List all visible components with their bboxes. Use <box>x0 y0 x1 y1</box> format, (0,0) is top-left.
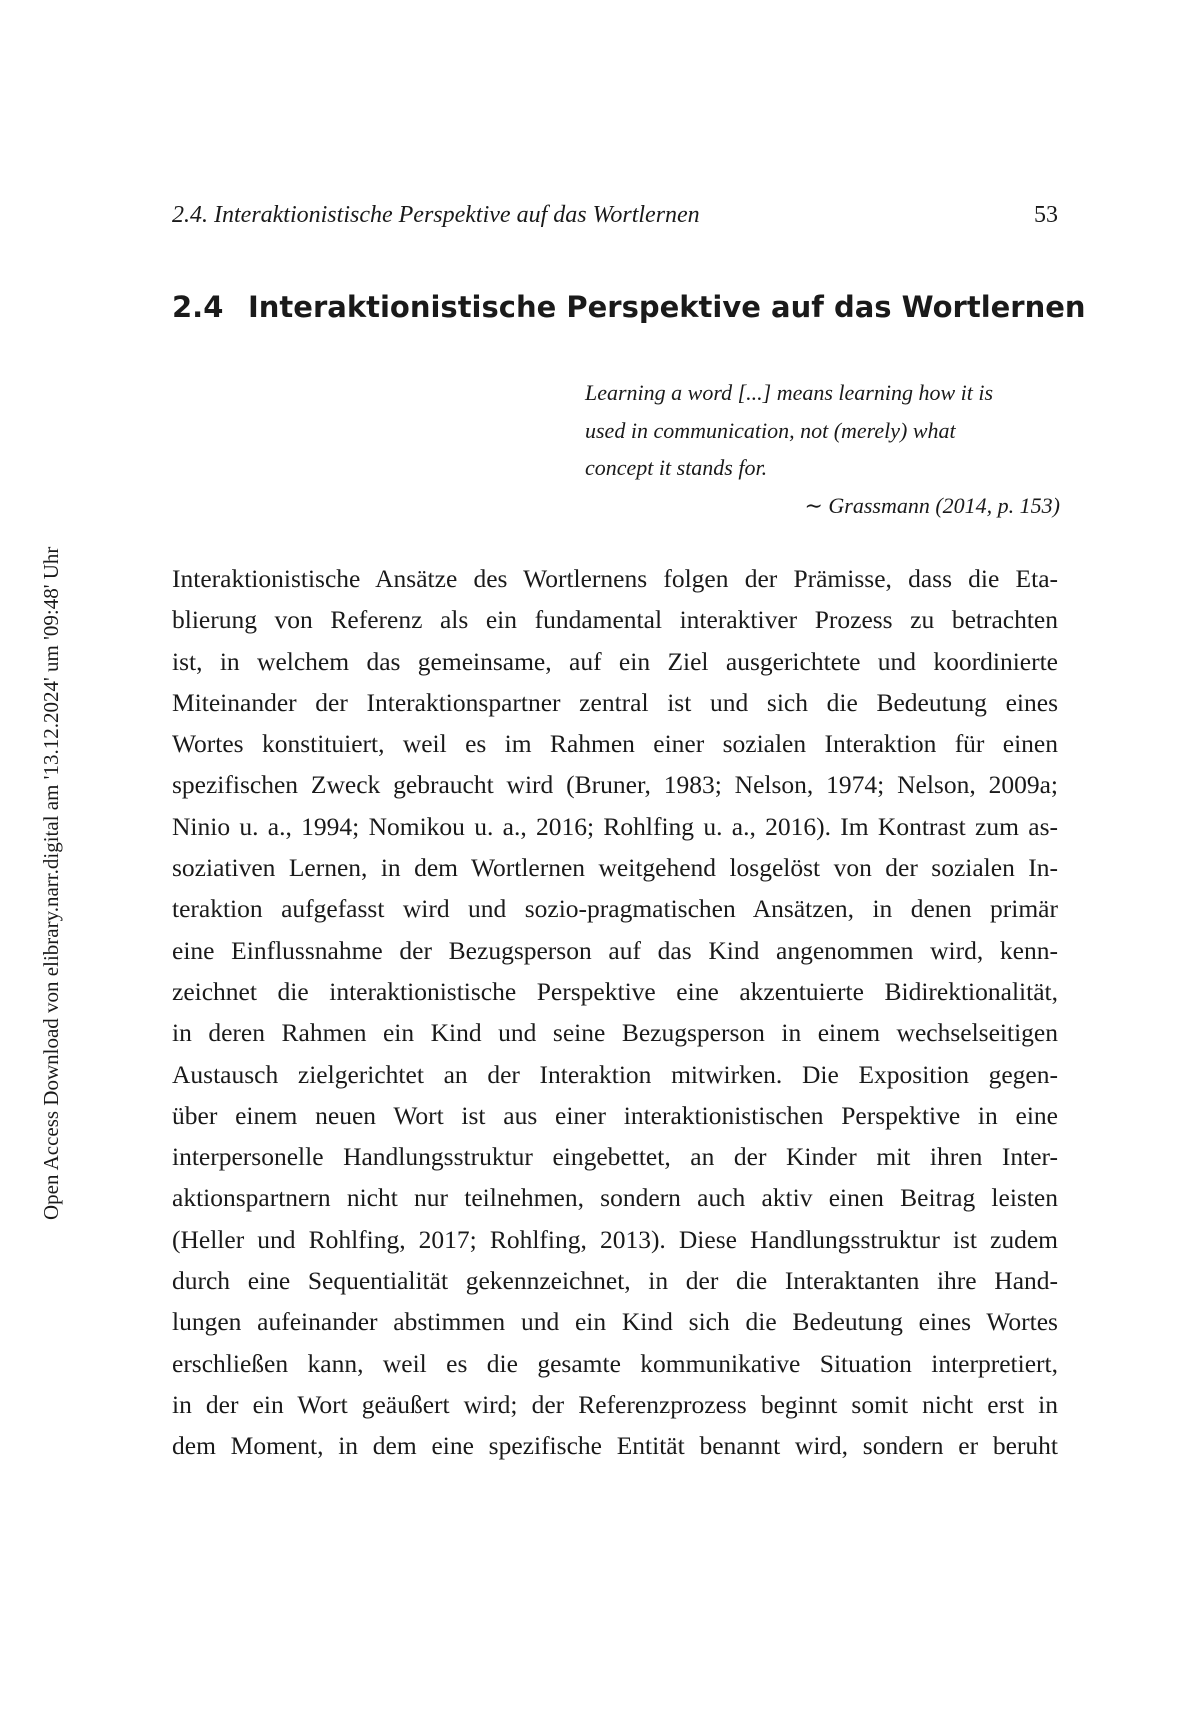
body-line: blierung von Referenz als ein fundamental interaktiver Prozess zu betrachten <box>172 605 1058 635</box>
body-line: über einem neuen Wort ist aus einer interaktionistischen Perspektive in eine <box>172 1100 1058 1130</box>
body-line: eine Einflussnahme der Bezugsperson auf das Kind angenommen wird, kenn- <box>172 935 1058 965</box>
body-line: zeichnet die interaktionistische Perspektive eine akzentuierte Bidirektionalität, <box>172 976 1058 1006</box>
body-line: in der ein Wort geäußert wird; der Referenzprozess beginnt somit nicht erst in <box>172 1389 1058 1419</box>
epigraph-attribution: ∼ Grassmann (2014, p. 153) <box>804 492 1060 518</box>
epigraph-quote-line: concept it stands for. <box>585 455 768 480</box>
running-header <box>172 198 1058 232</box>
body-line: erschließen kann, weil es die gesamte kommunikative Situation interpretiert, <box>172 1348 1058 1378</box>
body-line: (Heller und Rohlfing, 2017; Rohlfing, 2013). Diese Handlungsstruktur ist zudem <box>172 1224 1058 1254</box>
section-heading <box>172 287 1086 327</box>
body-line: aktionspartnern nicht nur teilnehmen, sondern auch aktiv einen Beitrag leisten <box>172 1183 1058 1213</box>
epigraph-quote <box>585 374 1040 487</box>
body-line: soziativen Lernen, in dem Wortlernen weitgehend losgelöst von der sozialen In- <box>172 853 1058 883</box>
body-line: Ninio u. a., 1994; Nomikou u. a., 2016; Rohlfing u. a., 2016). Im Kontrast zum as- <box>172 811 1058 841</box>
body-line: Austausch zielgerichtet an der Interaktion mitwirken. Die Exposition gegen- <box>172 1059 1058 1089</box>
running-header-title: 2.4. Interaktionistische Perspektive auf das Wortlernen <box>172 202 700 228</box>
body-line: in deren Rahmen ein Kind und seine Bezugsperson in einem wechselseitigen <box>172 1018 1058 1048</box>
epigraph-quote-line: Learning a word [...] means learning how it is <box>585 380 994 405</box>
body-line: ist, in welchem das gemeinsame, auf ein Ziel ausgerichtete und koordinierte <box>172 646 1058 676</box>
access-watermark: Open Access Download von elibrary.narr.digital am '13.12.2024' um '09:48' Uhr <box>39 546 63 1220</box>
body-line: Miteinander der Interaktionspartner zentral ist und sich die Bedeutung eines <box>172 687 1058 717</box>
body-line: spezifischen Zweck gebraucht wird (Bruner, 1983; Nelson, 1974; Nelson, 2009a; <box>172 770 1058 800</box>
epigraph <box>585 374 1060 524</box>
body-line: lungen aufeinander abstimmen und ein Kind sich die Bedeutung eines Wortes <box>172 1307 1058 1337</box>
page-number: 53 <box>1034 202 1058 228</box>
section-title: Interaktionistische Perspektive auf das Wortlernen <box>248 290 1086 324</box>
body-line: interpersonelle Handlungsstruktur eingebettet, an der Kinder mit ihren Inter- <box>172 1142 1058 1172</box>
body-line: Wortes konstituiert, weil es im Rahmen einer sozialen Interaktion für einen <box>172 729 1058 759</box>
body-line: durch eine Sequentialität gekennzeichnet, in der die Interaktanten ihre Hand- <box>172 1266 1058 1296</box>
body-line: Interaktionistische Ansätze des Wortlernens folgen der Prämisse, dass die Eta- <box>172 564 1058 593</box>
section-number: 2.4 <box>172 290 224 324</box>
body-paragraph <box>172 558 1058 1467</box>
body-line: teraktion aufgefasst wird und sozio-pragmatischen Ansätzen, in denen primär <box>172 894 1058 924</box>
body-line: dem Moment, in dem eine spezifische Entität benannt wird, sondern er beruht <box>172 1431 1058 1461</box>
epigraph-quote-line: used in communication, not (merely) what <box>585 417 956 443</box>
